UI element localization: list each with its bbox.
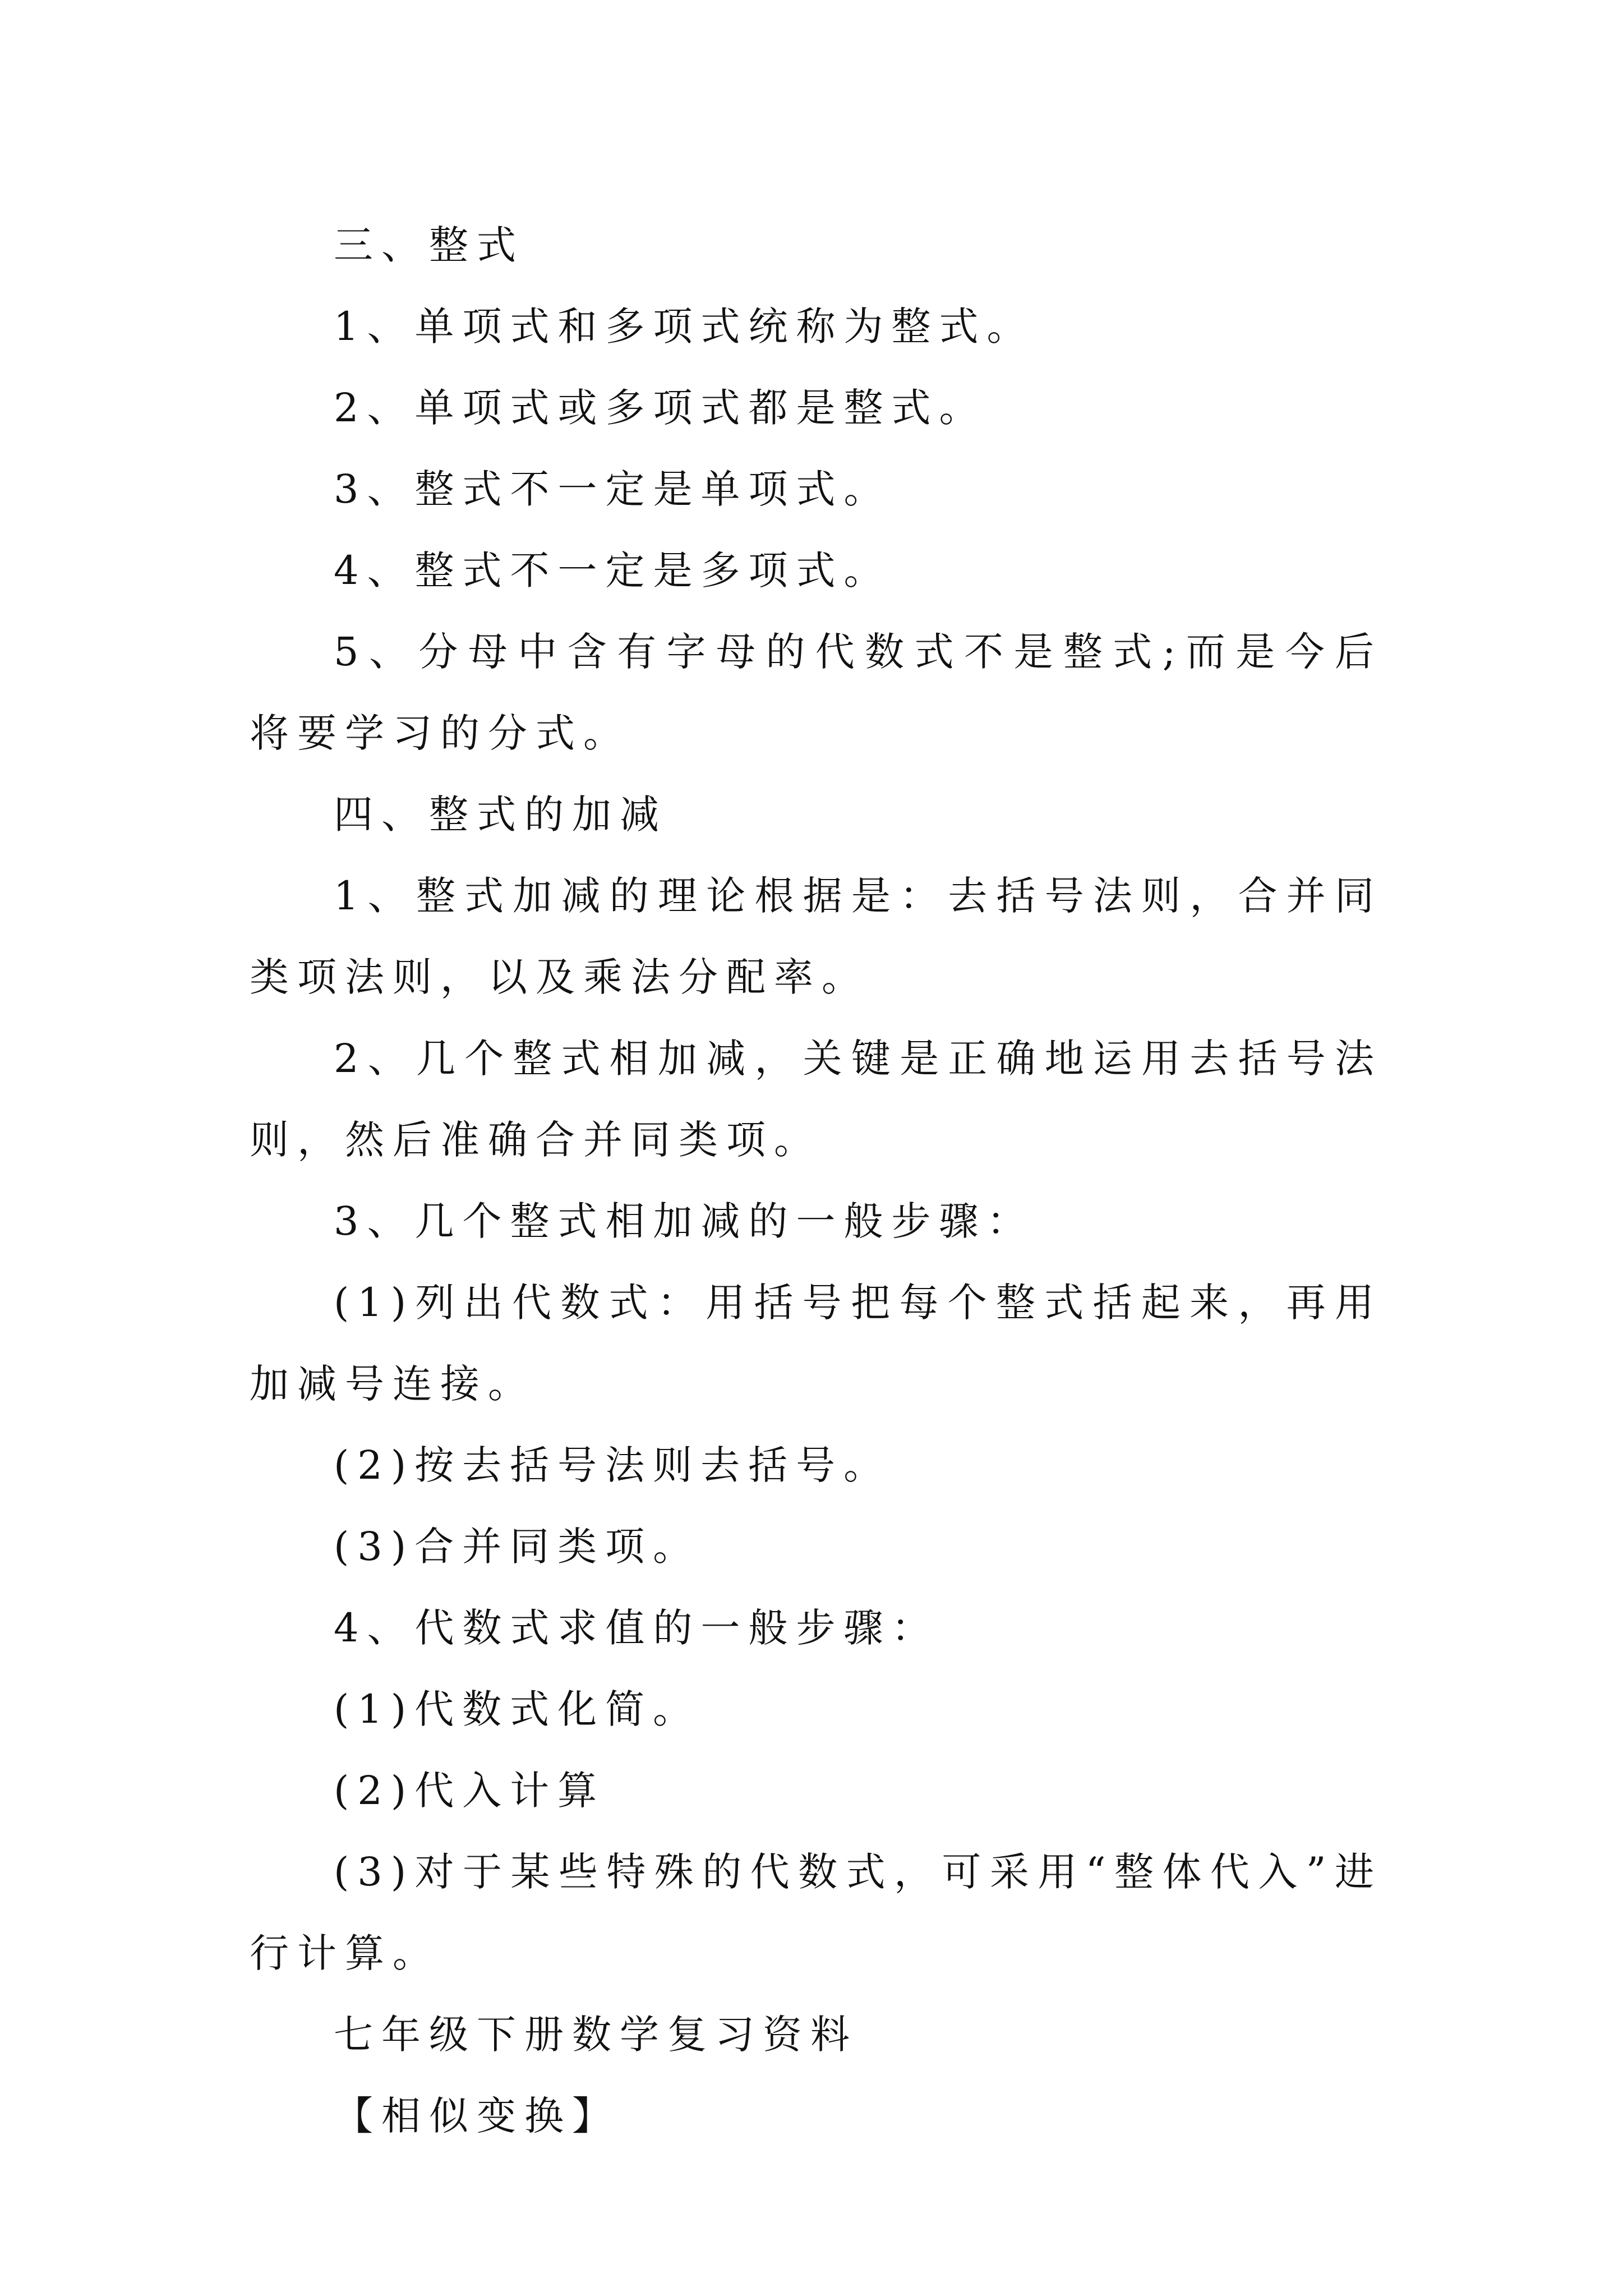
paragraph-2: 2、单项式或多项式都是整式。	[334, 385, 987, 431]
step-item-1: (1)列出代数式：用括号把每个整式括起来，再用加减号连接。	[250, 1280, 1382, 1407]
similarity-transform-heading: 【相似变换】	[334, 2093, 620, 2139]
section-heading-addition-subtraction: 四、整式的加减	[334, 792, 667, 838]
step-item-3: (3)合并同类项。	[334, 1524, 701, 1570]
document-body	[250, 205, 1382, 2157]
paragraph-3: 3、整式不一定是单项式。	[334, 466, 892, 512]
evaluation-step-1: (1)代数式化简。	[334, 1686, 701, 1732]
step-item-2: (2)按去括号法则去括号。	[334, 1442, 892, 1488]
paragraph-4: 4、整式不一定是多项式。	[334, 547, 892, 593]
paragraph-9: 4、代数式求值的一般步骤：	[334, 1605, 939, 1651]
paragraph-1: 1、单项式和多项式统称为整式。	[334, 303, 1035, 349]
paragraph-6: 1、整式加减的理论根据是：去括号法则，合并同类项法则，以及乘法分配率。	[250, 873, 1382, 1000]
review-material-title: 七年级下册数学复习资料	[334, 2012, 858, 2058]
paragraph-8: 3、几个整式相加减的一般步骤：	[334, 1198, 1035, 1244]
evaluation-step-2: (2)代入计算	[334, 1768, 606, 1814]
evaluation-step-3: (3)对于某些特殊的代数式，可采用“整体代入”进行计算。	[250, 1849, 1382, 1976]
paragraph-7: 2、几个整式相加减，关键是正确地运用去括号法则，然后准确合并同类项。	[250, 1036, 1382, 1163]
paragraph-5: 5、分母中含有字母的代数式不是整式;而是今后将要学习的分式。	[250, 629, 1382, 756]
section-heading-integral-expressions: 三、整式	[334, 222, 524, 268]
